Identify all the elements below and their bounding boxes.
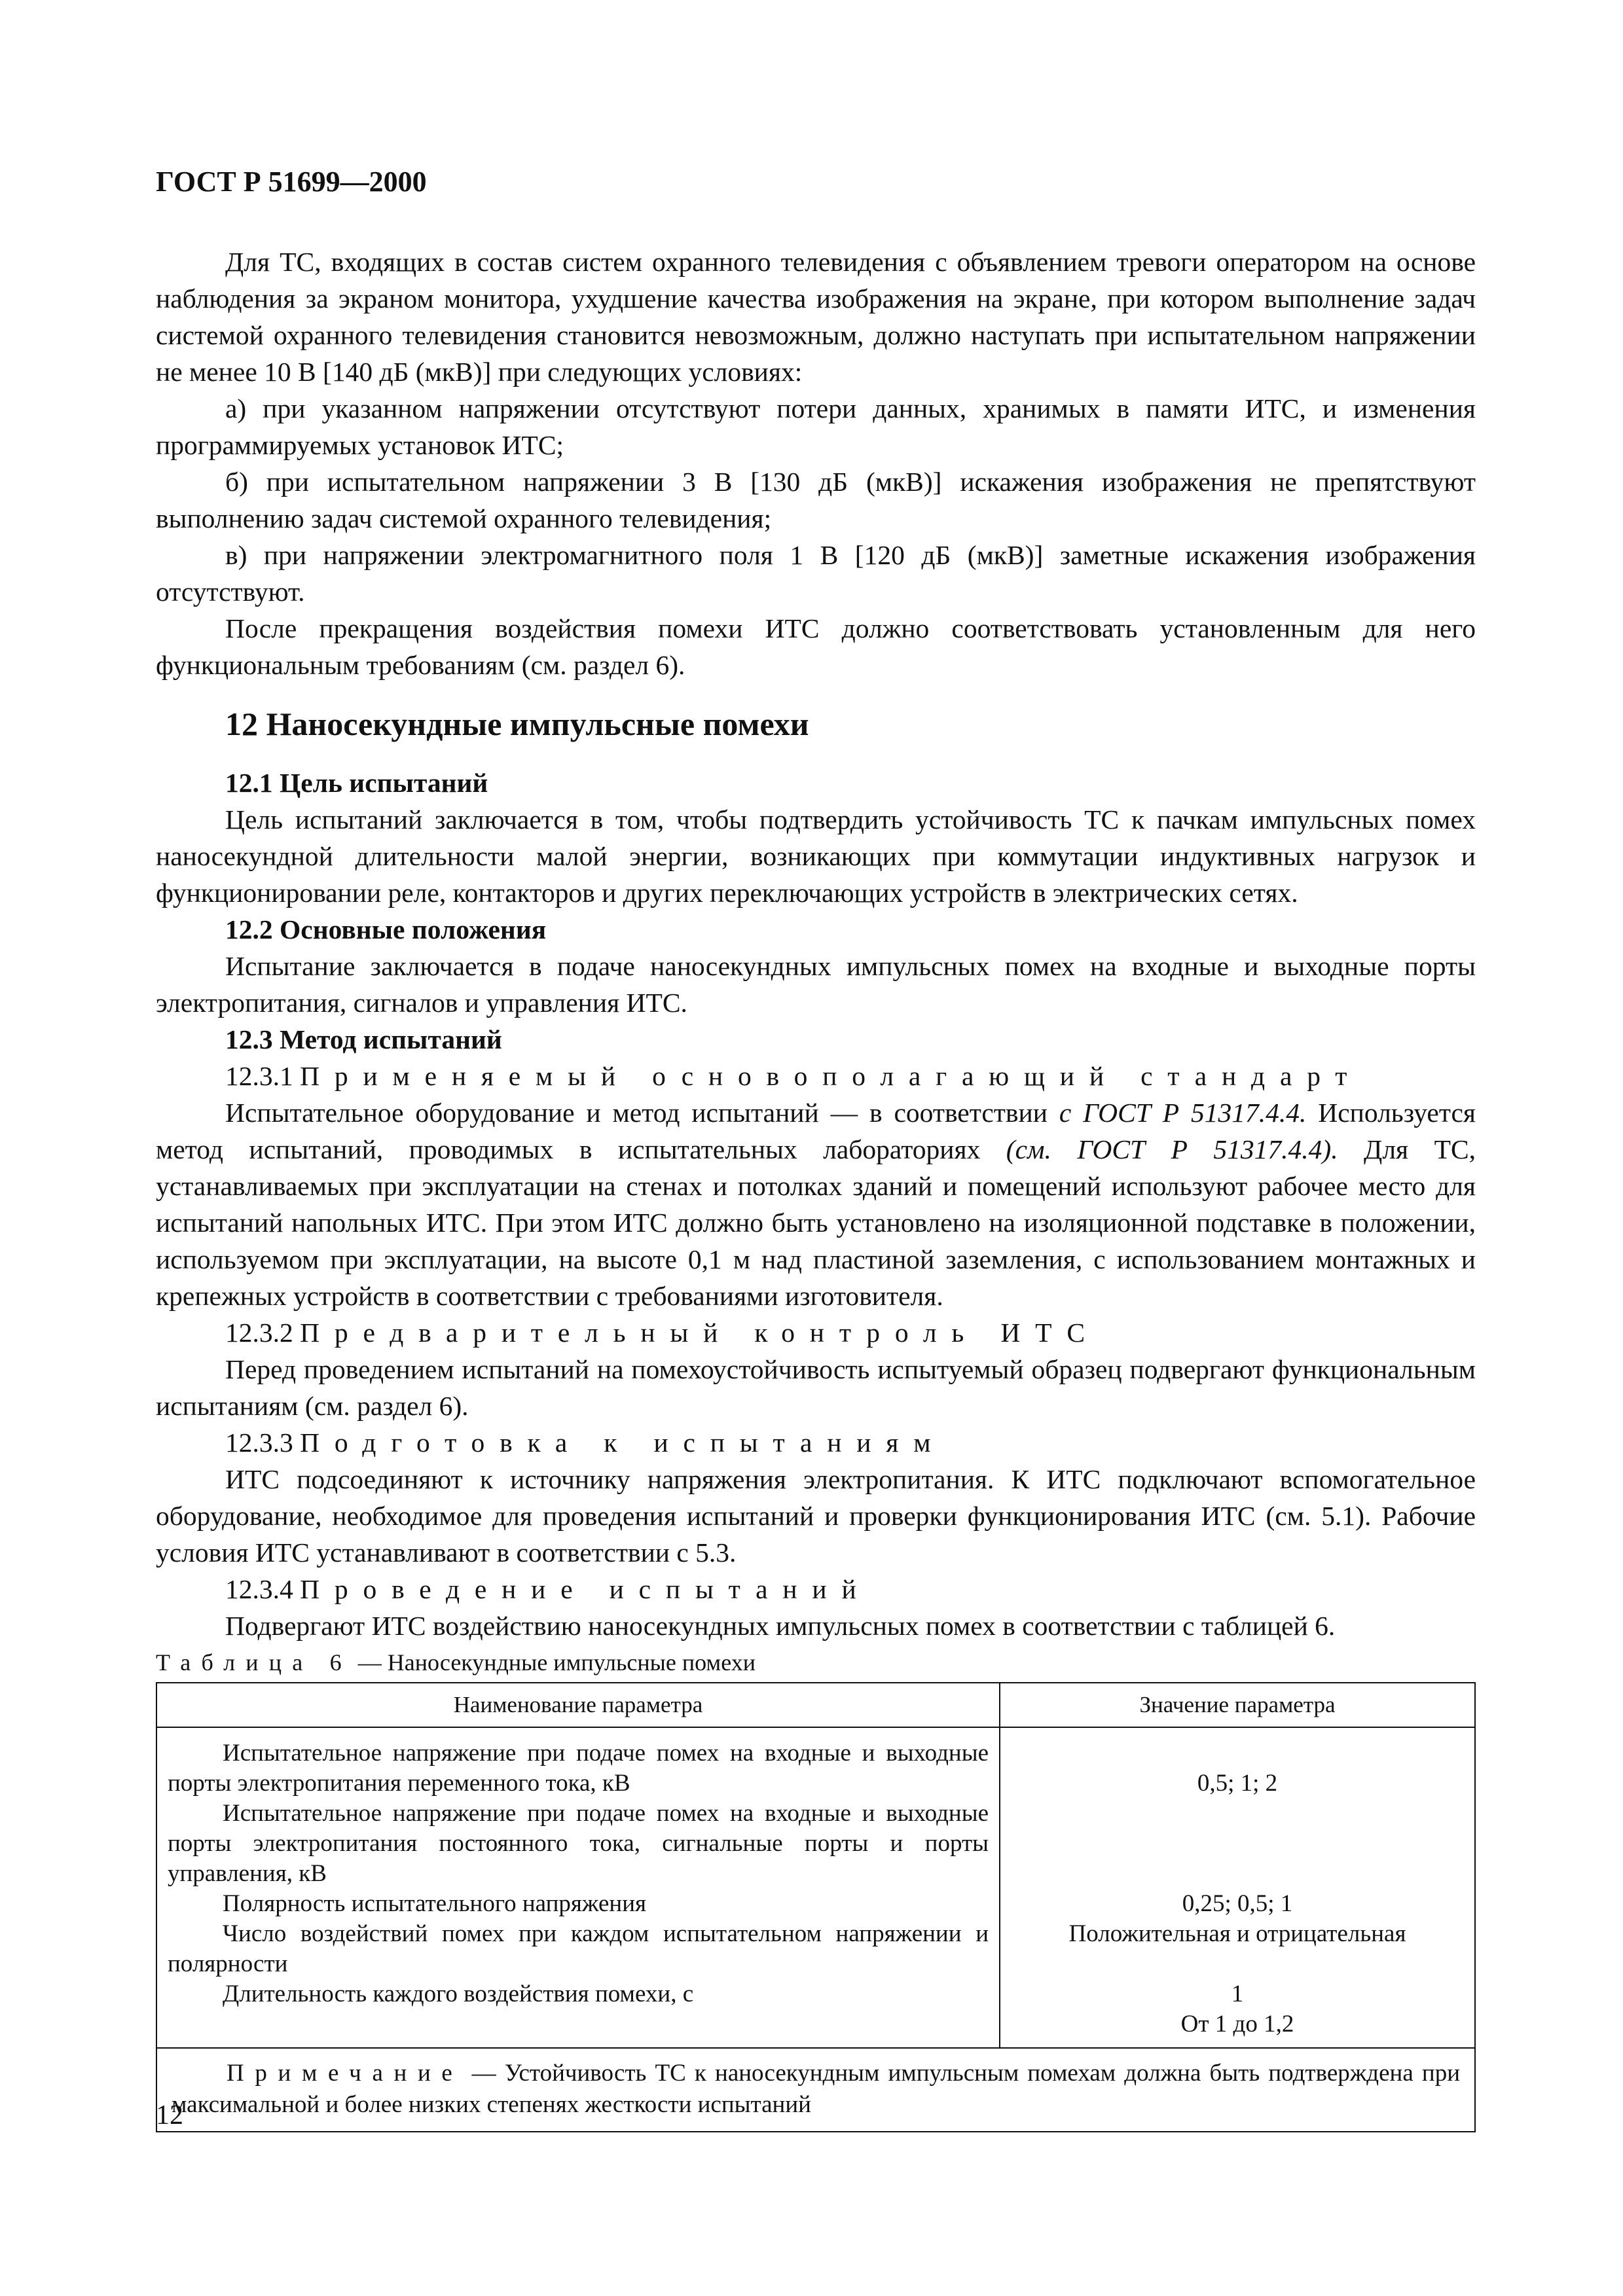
parameter-names-cell: [156, 1727, 1000, 2048]
table-caption: [156, 1647, 1476, 1678]
subsection-12-3-title: 12.3 Метод испытаний: [225, 1024, 502, 1054]
standard-reference: с ГОСТ Р 51317.4.4.: [1059, 1098, 1307, 1128]
table-row: [156, 1727, 1475, 2048]
clause-12-3-4-heading: [156, 1571, 1476, 1607]
parameter-name: Испытательное напряжение при подаче помех на входные и выходные порты электропитания постоянного тока, сигнальные порты и порты управления, кВ: [168, 1800, 989, 1887]
condition-v: в) при напряжении электромагнитного поля 1 В [120 дБ (мкВ)] заметные искажения изображения отсутствуют.: [156, 540, 1476, 607]
note-label: Примечание: [227, 2060, 464, 2087]
clause-12-3-4-text: Подвергают ИТС воздействию наносекундных импульсных помех в соответствии с таблицей 6.: [225, 1611, 1336, 1641]
column-header: Значение параметра: [1000, 1683, 1475, 1727]
clause-12-3-1-heading: [156, 1058, 1476, 1094]
column-header: Наименование параметра: [156, 1683, 1000, 1727]
clause-number: 12.3.4: [225, 1574, 293, 1604]
table-caption-text: — Наносекундные импульсные помехи: [352, 1649, 756, 1676]
clause-title: Проведение испытаний: [300, 1574, 871, 1604]
subsection-12-2-title: 12.2 Основные положения: [225, 914, 547, 944]
clause-12-3-3-text: ИТС подсоединяют к источнику напряжения электропитания. К ИТС подключают вспомогательное оборудование, необходимое для проведения испытаний и проверки функционирования ИТС (см. 5.1). Рабочие условия ИТС устанавливают в соответствии с 5.3.: [156, 1464, 1476, 1568]
standard-reference: (см. ГОСТ Р 51317.4.4).: [1006, 1134, 1338, 1164]
clause-title: Подготовка к испытаниям: [300, 1427, 946, 1458]
text-run: Испытательное оборудование и метод испытаний — в соответствии: [225, 1098, 1059, 1128]
parameter-value: 0,25; 0,5; 1: [1182, 1890, 1293, 1917]
page-body: [156, 243, 1476, 2132]
parameter-value: От 1 до 1,2: [1180, 2011, 1294, 2037]
condition-b: б) при испытательном напряжении 3 В [130 дБ (мкВ)] искажения изображения не препятствуют выполнению задач системой охранного телевидения;: [156, 467, 1476, 533]
subsection-12-2-text: Испытание заключается в подаче наносекундных импульсных помех на входные и выходные порты электропитания, сигналов и управления ИТС.: [156, 951, 1476, 1018]
subsection-12-1-text: Цель испытаний заключается в том, чтобы подтвердить устойчивость ТС к пачкам импульсных помех наносекундной длительности малой энергии, возникающих при коммутации индуктивных нагрузок и функционировании реле, контакторов и других переключающих устройств в электрических сетях.: [156, 804, 1476, 908]
clause-title: Предварительный контроль ИТС: [300, 1318, 1100, 1348]
table-note-row: [156, 2048, 1475, 2132]
clause-12-3-2-text: Перед проведением испытаний на помехоустойчивость испытуемый образец подвергают функциональным испытаниям (см. раздел 6).: [156, 1354, 1476, 1421]
clause-12-3-2-heading: [156, 1314, 1476, 1351]
clause-number: 12.3.1: [225, 1061, 293, 1091]
clause-title: Применяемый основополагающий стандарт: [300, 1061, 1362, 1091]
after-paragraph: После прекращения воздействия помехи ИТС должно соответствовать установленным для него функциональным требованиям (см. раздел 6).: [156, 613, 1476, 680]
clause-number: 12.3.3: [225, 1427, 293, 1458]
parameter-values-cell: [1000, 1727, 1475, 2048]
parameter-name: Испытательное напряжение при подаче помех на входные и выходные порты электропитания переменного тока, кВ: [168, 1740, 989, 1797]
intro-paragraph: Для ТС, входящих в состав систем охранного телевидения с объявлением тревоги оператором на основе наблюдения за экраном монитора, ухудшение качества изображения на экране, при котором выполнение задач системой охранного телевидения становится невозможным, должно наступать при испытательном напряжении не менее 10 В [140 дБ (мкВ)] при следующих условиях:: [156, 247, 1476, 387]
parameter-name: Число воздействий помех при каждом испытательном напряжении и полярности: [168, 1920, 989, 1977]
clause-12-3-1-text: [156, 1094, 1476, 1314]
table-header-row: [156, 1683, 1475, 1727]
page-header: ГОСТ Р 51699—2000: [156, 166, 427, 198]
clause-12-3-3-heading: [156, 1424, 1476, 1461]
condition-a: а) при указанном напряжении отсутствуют потери данных, хранимых в памяти ИТС, и изменения программируемых установок ИТС;: [156, 393, 1476, 460]
parameters-table: [156, 1682, 1476, 2132]
section-title: 12 Наносекундные импульсные помехи: [225, 706, 809, 742]
note-text: — Устойчивость ТС к наносекундным импульсным помехам должна быть подтверждена при максимальной и более низких степенях жесткости испытаний: [172, 2060, 1460, 2118]
parameter-value: 1: [1231, 1981, 1244, 2007]
text-run: Для ТС, устанавливаемых при эксплуатации на стенах и потолках зданий и помещений используют рабочее место для испытаний напольных ИТС. При этом ИТС должно быть установлено на изоляционной подставке в положении, используемом при эксплуатации, на высоте 0,1 м над пластиной заземления, с использованием монтажных и крепежных устройств в соответствии с требованиями изготовителя.: [156, 1134, 1476, 1311]
text-run: Используется метод испытаний, проводимых в испытательных лабораториях: [156, 1098, 1476, 1164]
parameter-name: Полярность испытательного напряжения: [223, 1890, 647, 1917]
parameter-name: Длительность каждого воздействия помехи, с: [223, 1981, 694, 2007]
page-number: 12: [156, 2100, 183, 2130]
table-caption-label: Таблица 6: [156, 1649, 352, 1676]
subsection-12-1-title: 12.1 Цель испытаний: [225, 768, 488, 798]
clause-number: 12.3.2: [225, 1318, 293, 1348]
table-note: [156, 2048, 1475, 2132]
parameter-value: Положительная и отрицательная: [1068, 1920, 1406, 1947]
parameter-value: 0,5; 1; 2: [1197, 1770, 1278, 1797]
